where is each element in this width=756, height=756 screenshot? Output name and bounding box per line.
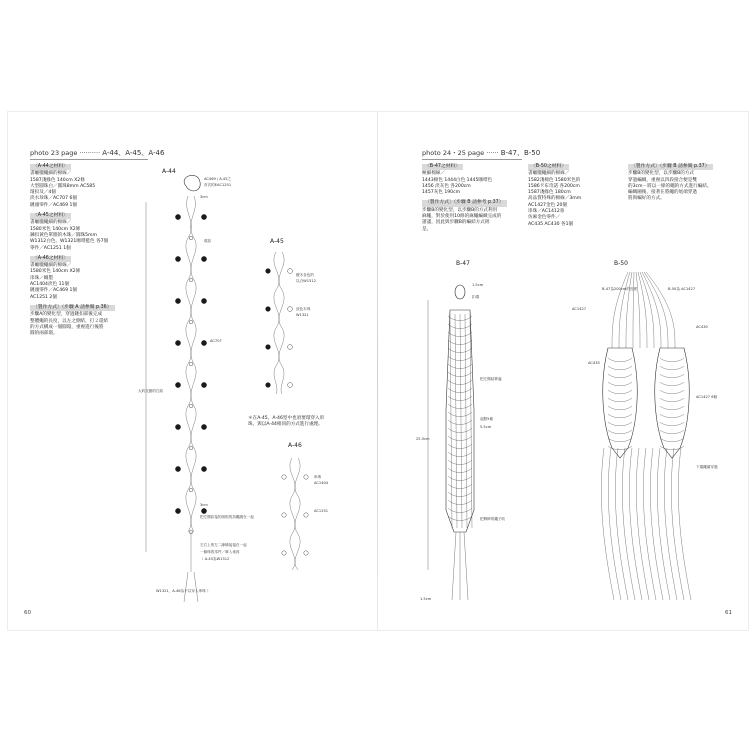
a44-tag-ac707: AC707 [210,339,222,343]
a45-bead-group [266,269,293,388]
left-page-header: photo 23 page ·········· A-44、A-45、A-46 [30,149,165,157]
a44-pearl [189,236,193,240]
b50-weave-row [608,430,632,434]
b47-weave-row [448,428,472,433]
material-line: 串珠／AC1412垂 [528,209,565,215]
material-line: 高品質特殊的棉線／3mm [528,196,582,202]
material-line: 鏈頭零件／AC469 1個 [30,202,77,208]
b47-tag-5-5cm: 5.5cm [480,425,492,429]
diagram-a44-label: A-44 [162,168,176,175]
right-page-header: photo 24・25 page ······ B-47、B-50 [422,149,541,157]
b47-tag-1-5cm: 1.5cm [472,283,484,287]
b47-tag-move-left: 把左側結移處 [480,377,502,381]
material-line: 1456 淡灰色 各200cm [422,183,471,189]
a44-bead [175,382,180,387]
b50-top-strand [636,272,640,348]
b47-tails [452,532,468,600]
material-line: AC1404淡色 11個 [30,282,70,288]
materials-a46-title: 〈A-46之材料〉 [30,256,71,262]
right-materials-b47 [422,164,517,233]
material-line: 仿麻金色零件／ [528,215,561,221]
a45-bead [266,269,271,274]
b50-weave-row [660,406,684,410]
a44-tag-3cm: 3cm [200,195,208,199]
a45-tag-light: 淡色木珠 [296,307,311,311]
b47-weave-row [448,404,472,409]
b47-weave-row [448,460,472,465]
b50-bottom-strand [657,448,670,600]
b50-weave-row [608,438,632,442]
b50-weave-row [608,422,632,426]
material-line: 1587淺綠色 180cm [528,190,571,196]
b50-strands-group [601,272,691,600]
a44-bead [201,508,206,513]
a45-bead [288,383,293,388]
b50-weave-row [608,390,632,394]
method-line: 步驟A的變化型，穿過鏈扣部後完成 [30,312,103,318]
left-method [30,305,140,337]
material-line: 書蠟臘繩細的棉線／ [30,220,72,226]
a46-bead [304,551,308,555]
a44-pearl [189,362,193,366]
b50-tag-ac1427-left: AC1427 [572,307,587,311]
right-header-rule [422,159,522,160]
method-line: 將與編好的方式。 [628,196,665,202]
material-line: 串珠／織製 [30,275,53,281]
a45-chain-right [279,252,284,394]
right-header-prefix: photo 24・25 page [422,149,485,157]
b47-cord [450,314,452,528]
b50-weave-row [608,406,632,410]
a44-pearl [189,488,193,492]
b50-left-panel [603,348,637,458]
diagram-a45-label: A-45 [270,238,284,245]
b50-tag-ac1427: B-50為 AC1427 [668,287,696,291]
a45-bead [266,345,271,350]
a46-tag-ac1404: AC1404 [314,481,329,485]
right-materials-b50 [528,164,618,228]
b47-method-title: 〔製作方式〕（步驟 B 請參考 p.37） [422,200,507,206]
b47-weave-row [448,452,472,457]
materials-a46 [30,256,140,301]
a44-tag-bead-part: 左右上的左二線條接接在一起 [200,543,247,547]
left-header-title: A-44、A-45、A-46 [102,149,165,157]
a45-bead [266,307,271,312]
b50-tag-ac435: AC435 [588,361,600,365]
a44-pearl [189,278,193,282]
b50-right-panel [655,348,689,458]
left-page-number: 60 [24,610,31,616]
diagram-a45 [256,246,336,396]
a44-tag-a45-note: 一條珠的零件／單入來再 [200,550,240,554]
method-line: 是。 [422,226,432,232]
a46-bead [282,513,286,517]
b47-tag-clasp: 扣環 [472,295,480,299]
b50-top-strand [642,272,661,348]
a45-tag-w1321: W1321 [296,313,309,317]
material-line: 1443棉色 1444白色 1445咖啡色 [422,177,493,183]
diagram-b47 [416,270,536,610]
b50-top-strand [619,272,630,348]
a45-tag-wood: 檀木各色的 [296,273,314,277]
a44-tag-13cm: 大約交錯的打結 [138,389,164,393]
b47-weave-row [448,412,472,417]
b50-bottom-strand [622,448,635,600]
b47-weave-row [448,380,472,385]
a44-bead [201,382,206,387]
b47-weave-row [448,396,472,401]
b50-weave-row [660,366,684,370]
method-line: 圓的兩部環。 [30,331,58,337]
a44-tag-left-knot: 3cm [200,503,208,507]
material-line: 1582淺棉色 1580米色的 [528,177,581,183]
a46-tag-bead: 串珠 [314,475,322,479]
materials-a45 [30,213,140,252]
material-line: AC1427金色 20個 [528,202,568,208]
right-method-b50 [628,164,728,203]
b47-weave-row [448,372,472,377]
a44-pearl [189,446,193,450]
b50-tag-ac1427-six: AC1427 6個 [696,395,718,399]
diagram-a46-label: A-46 [288,442,302,449]
b50-weave-row [608,398,632,402]
material-line: AC435 AC430 各1個 [528,221,574,227]
a44-bead [201,466,206,471]
a44-top-loop [184,175,200,191]
material-line: 1457灰色 190cm [422,190,461,196]
a45-chain-left [274,252,279,394]
b50-weave-row [608,414,632,418]
materials-b47-title: 〈B-47之材料〉 [422,164,463,170]
a45-bead [288,269,293,274]
a46-bead [304,513,308,517]
b47-weave-row [448,348,472,353]
a44-bead [201,214,206,219]
left-header-prefix: photo 23 page [30,149,78,157]
a44-bead [175,508,180,513]
method-line: 的3cm－將以一條的繩的方式進行編結。 [628,183,712,189]
materials-a45-title: 〈A-45之材料〉 [30,213,71,219]
a46-chain-left [290,458,295,570]
method-line: 步驟B的變化型，以步驟B的方式利用 [422,207,498,213]
b47-weave-row [448,436,472,441]
material-line: W1312白色、W1321咖啡藍色 各7個 [30,239,109,245]
a44-bead [201,424,206,429]
b47-tag-25-5cm: 25.5cm [416,437,430,441]
left-materials [30,164,140,337]
b50-bottom-strand [671,448,684,600]
b50-weave-row [608,366,632,370]
method-line: 編織圖後，接著在將繩的尾端穿過 [628,190,697,196]
b50-bottom-strand [608,448,621,600]
a44-tag-eac1251: 首次的EAC1251 [204,183,232,187]
a46-bead [282,551,286,555]
material-line: 淡水珍珠／AC707 6個 [30,196,77,202]
right-page [388,112,748,630]
b47-weave-row [448,444,472,449]
a45-tag-w1312: 以白W1312 [296,279,316,283]
material-line: 大型圓珠白／圓珠8mm AC585 [30,183,96,189]
diagram-a46 [274,452,354,572]
left-side-note [248,416,324,428]
a44-bead [201,298,206,303]
a45-bead [288,345,293,350]
method-line: 步驟B的變化型，以步驟B的方式 [628,171,695,177]
b50-weave-row [660,398,684,402]
a44-bead [175,298,180,303]
a44-bead-group [175,214,206,533]
diagram-b50 [568,268,728,608]
a46-tag-ac1251: AC1251 [314,509,329,513]
b47-weave-row [448,516,472,521]
b50-weave-row [660,430,684,434]
material-line: 書蠟臘繩細的棉線／ [30,171,72,177]
b50-bottom-strand [643,448,656,600]
b47-weave-row [448,364,472,369]
b47-weave-group [448,314,472,528]
materials-b50-title: 〈B-50之材料〉 [528,164,569,170]
b47-weave-row [448,388,472,393]
left-page [8,112,368,630]
a46-bead [282,475,286,479]
b50-bottom-strand [678,448,691,600]
a44-tag-a46-note: （ A-45為W1312 [200,557,230,561]
b50-top-strand [633,272,634,348]
diagram-b50-label: B-50 [614,260,628,267]
b47-tag-gather: 把剩餘的繩子收 [480,517,506,521]
side-note-line: ＊在A-45、A-46型中也須要環穿入串 [248,416,325,421]
a44-bead [175,424,180,429]
b50-bottom-strand [615,448,628,600]
b47-weave-row [448,340,472,345]
left-method-title: 〔製作方式〕（步驟 A 請參閱 p.36） [30,305,115,311]
a44-pearl [189,404,193,408]
method-line: 穿過編織，重複以四段接合便是雙 [628,177,697,183]
b50-tag-length: B-47為200cm的長度 [602,287,638,291]
b50-bottom-strand [629,448,642,600]
b47-weave-row [448,508,472,513]
b47-cord [460,314,462,528]
b47-top-ring [455,285,465,299]
book-gutter [377,112,378,630]
a44-tag-ring: 環扣 [204,239,212,243]
a44-bead [175,214,180,219]
b50-bottom-strand [636,448,649,600]
b50-weave-row [660,438,684,442]
left-header-rule [30,159,148,160]
a44-bead [201,256,206,261]
b50-weave-group [608,358,684,450]
material-line: 零件／AC1251 1個 [30,245,71,251]
side-note-line: 珠，與以A-44相同的方式進行處理。 [248,422,323,428]
b50-weave-row [660,382,684,386]
a45-bead [266,383,271,388]
a46-chain-right [295,458,300,570]
method-line: 的方式構成一個圓環，重複進行後將 [30,324,104,330]
material-line: 1586卡布奇諾 各200cm [528,183,580,189]
b50-bottom-strand [650,448,663,600]
right-page-number: 61 [725,610,732,616]
b50-weave-row [660,390,684,394]
b47-weave-row [448,356,472,361]
method-line: 整體繩的長度，以左之側結，打２還結 [30,318,109,324]
a44-tag-ac469: AC469 / A-45之 [204,177,232,181]
b50-tag-ac430: AC430 [696,325,708,329]
b50-weave-row [608,382,632,386]
material-line: 鏈頭零件／AC469 1個 [30,288,77,294]
b50-top-strand [638,272,647,348]
diagram-b47-label: B-47 [456,260,470,267]
b47-tag-1-5cm-bottom: 1.5cm [420,597,432,601]
material-line: 極細棉線／ [422,171,445,177]
material-line: 書蠟臘繩細的棉線／ [30,263,72,269]
a45-bead [288,307,293,312]
b50-weave-row [660,374,684,378]
b50-weave-row [608,374,632,378]
material-line: 書蠟臘繩細的棉線／ [528,171,570,177]
a44-bead [175,466,180,471]
material-line: 1587淺綠色 140cm X2條 [30,177,85,183]
material-line: 1580米色 140cm X2條 [30,226,81,232]
material-line: 鍊扣黃色單圈的木珠／圓珠5mm [30,232,97,238]
materials-a44-title: 〈A-44之材料〉 [30,164,71,170]
b50-weave-row [608,358,632,362]
b50-bottom-strand [664,448,677,600]
b50-weave-row [660,358,684,362]
a46-bead [304,475,308,479]
b47-weave-row [448,420,472,425]
materials-a44 [30,164,140,209]
b50-top-strand [646,272,675,348]
a44-tag-ac707-bottom: W1321，A-46為不以穿入串珠 ） [156,589,211,593]
method-line: 譜謹，因此與步驟B的編結方式則 [422,220,490,226]
book-spread [8,112,748,630]
material-line: 1580米色 140cm X2條 [30,269,81,275]
a44-bead [201,340,206,345]
b50-bottom-strand [601,448,614,600]
b50-top-strand [612,272,628,348]
a44-bead [175,340,180,345]
a44-tag-right-knot: 把左側扣接的兩根的扣繩繞在一起 [200,515,254,519]
right-header-title: B-47、B-50 [500,149,541,157]
a44-bead [175,256,180,261]
b47-tag-start: 起點5條 [480,417,494,421]
b50-method-title: 〔製作方式〕（步驟 B 請參閱 p.37） [628,164,713,170]
material-line: AC1251 2個 [30,294,57,300]
material-line: 環扣及／4個 [30,190,56,196]
b50-weave-row [660,414,684,418]
b50-weave-row [660,422,684,426]
a44-pearl [189,320,193,324]
method-line: 麻繩，對於使用10條的麻繩編織完成的 [422,214,502,220]
b50-tag-bottom-note: 下端繩頭穿過 [696,465,718,469]
